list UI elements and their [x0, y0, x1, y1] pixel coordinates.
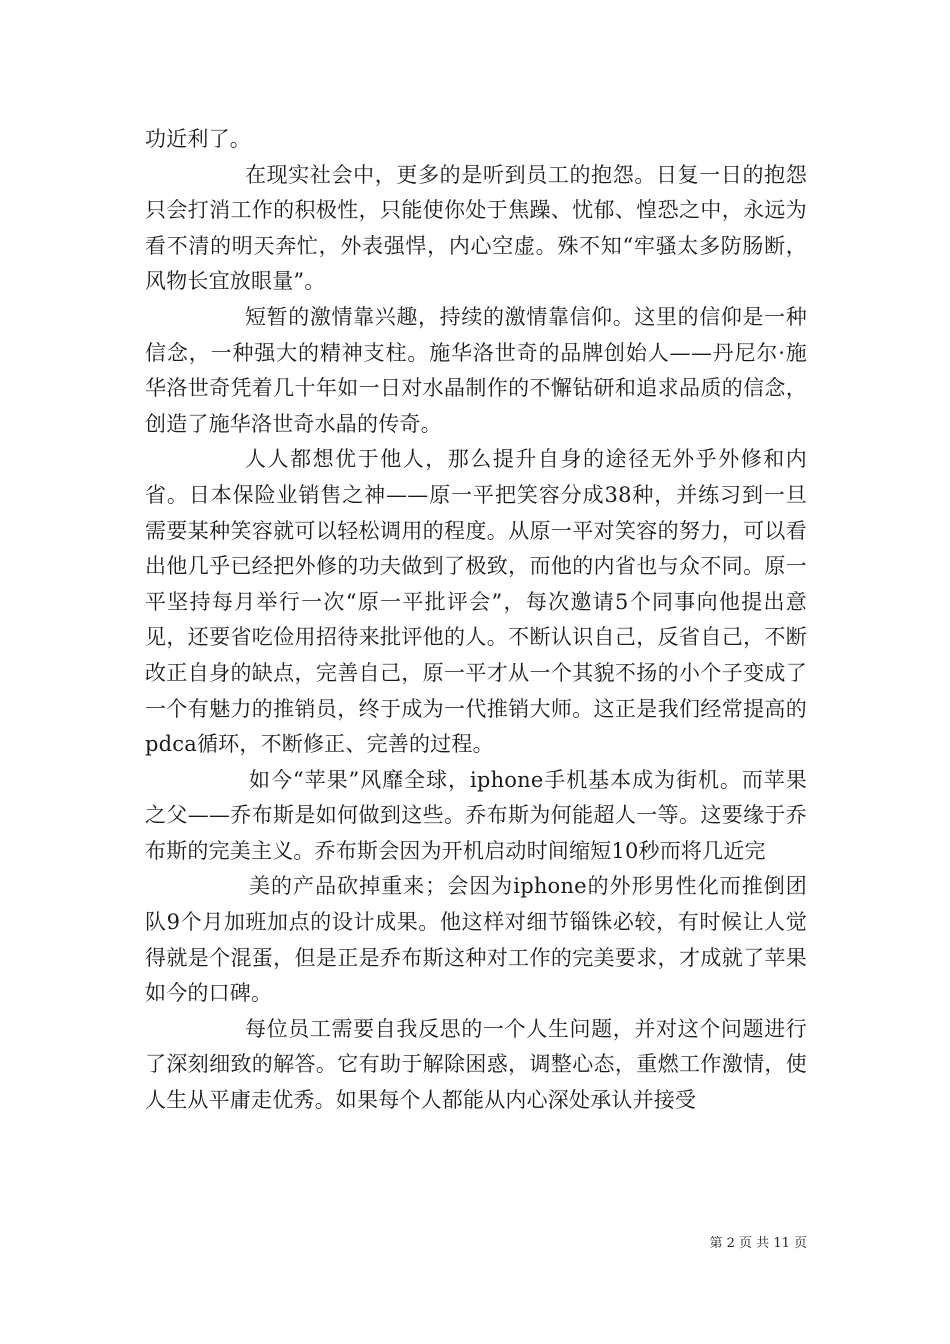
page-footer: 第 2 页 共 11 页: [709, 1236, 807, 1251]
paragraph-2: 在现实社会中，更多的是听到员工的抱怨。日复一日的抱怨只会打消工作的积极性，只能使你处于焦躁、忧郁、惶恐之中，永远为看不清的明天奔忙，外表强悍，内心空虚。殊不知“牢骚太多防肠断，风物长宜放眼量”。: [145, 162, 807, 294]
paragraph-4: 人人都想优于他人，那么提升自身的途径无外乎外修和内省。日本保险业销售之神——原一平把笑容分成38种，并练习到一旦需要某种笑容就可以轻松调用的程度。从原一平对笑容的努力，可以看出他几乎已经把外修的功夫做到了极致，而他的内省也与众不同。原一平坚持每月举行一次“原一平批评会”，每次邀请5个同事向他提出意见，还要省吃俭用招待来批评他的人。不断认识自己，反省自己，不断改正自身的缺点，完善自己，原一平才从一个其貌不扬的小个子变成了一个有魅力的推销员，终于成为一代推销大师。这正是我们经常提高的pdca循环，不断修正、完善的过程。: [145, 447, 807, 757]
paragraph-6: 美的产品砍掉重来；会因为iphone的外形男性化而推倒团队9个月加班加点的设计成果。他这样对细节锱铢必较，有时候让人觉得就是个混蛋，但是正是乔布斯这种对工作的完美要求，才成就了苹果如今的口碑。: [145, 874, 807, 1006]
paragraph-3: 短暂的激情靠兴趣，持续的激情靠信仰。这里的信仰是一种信念，一种强大的精神支柱。施华洛世奇的品牌创始人——丹尼尔·施华洛世奇凭着几十年如一日对水晶制作的不懈钻研和追求品质的信念，创造了施华洛世奇水晶的传奇。: [145, 304, 807, 436]
document-body: [145, 122, 807, 1119]
paragraph-1: 功近利了。: [145, 127, 251, 151]
paragraph-5: 如今“苹果”风靡全球，iphone手机基本成为街机。而苹果之父——乔布斯是如何做到这些。乔布斯为何能超人一等。这要缘于乔布斯的完美主义。乔布斯会因为开机启动时间缩短10秒而将几近完: [145, 767, 807, 863]
paragraph-7: 每位员工需要自我反思的一个人生问题，并对这个问题进行了深刻细致的解答。它有助于解除困惑，调整心态，重燃工作激情，使人生从平庸走优秀。如果每个人都能从内心深处承认并接受: [145, 1016, 807, 1113]
